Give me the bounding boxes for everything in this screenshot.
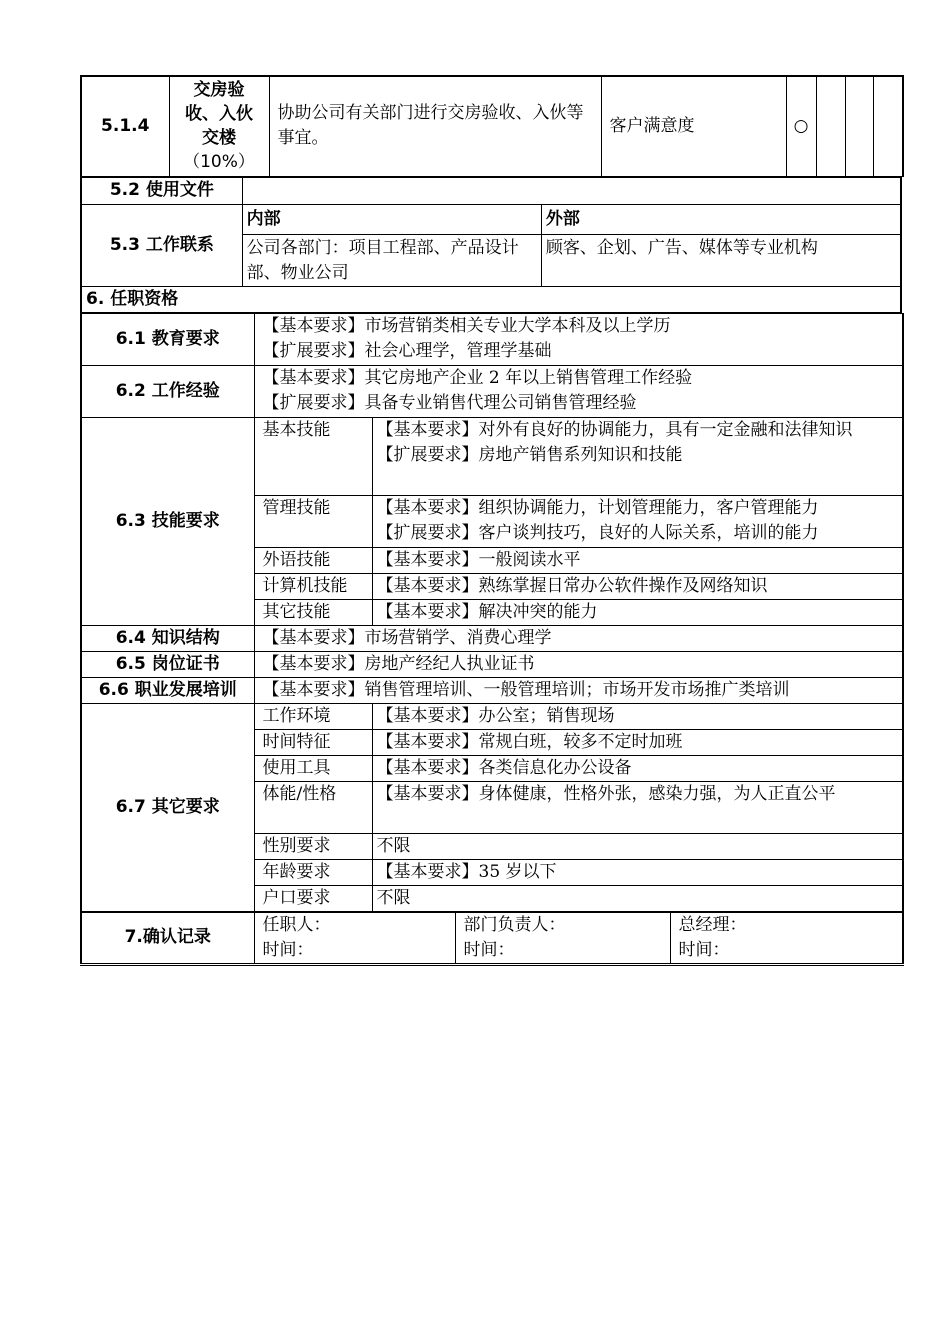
skill-name: 基本技能: [254, 417, 372, 495]
signature-time: 时间：: [262, 939, 314, 960]
requirement-line: 【基本要求】市场营销类相关专业大学本科及以上学历: [262, 316, 671, 336]
certificate-requirement: 【基本要求】房地产经纪人执业证书: [254, 651, 903, 677]
row-6-6: [81, 677, 903, 703]
other-name: 时间特征: [254, 729, 372, 755]
external-contacts: 顾客、企划、广告、媒体等专业机构: [541, 234, 901, 286]
other-requirement: 【基本要求】35 岁以下: [372, 859, 903, 885]
empty-cell: [873, 76, 903, 176]
skill-requirement: 【基本要求】组织协调能力，计划管理能力，客户管理能力 【扩展要求】客户谈判技巧，良好的人际关系，培训的能力: [372, 495, 903, 547]
education-label: 6.1 教育要求: [81, 313, 254, 365]
skill-requirement: 【基本要求】熟练掌握日常办公软件操作及网络知识: [372, 573, 903, 599]
confirmation-table: [80, 912, 904, 966]
row-5-3-headers: [81, 204, 901, 234]
other-name: 体能/性格: [254, 781, 372, 833]
other-row: [81, 703, 903, 729]
row-5-2: [81, 177, 901, 204]
training-label: 6.6 职业发展培训: [81, 677, 254, 703]
used-files-value: [242, 177, 901, 204]
signature-cell: [254, 912, 455, 964]
other-name: 使用工具: [254, 755, 372, 781]
education-requirements: [254, 313, 903, 365]
confirmation-label: 7.确认记录: [81, 912, 254, 964]
skill-row: [81, 417, 903, 495]
requirement-line: 【基本要求】其它房地产企业 2 年以上销售管理工作经验: [262, 368, 693, 388]
other-requirements-label: 6.7 其它要求: [81, 703, 254, 911]
duty-table: [80, 75, 904, 177]
duty-mark: ○: [786, 76, 816, 176]
certificate-label: 6.5 岗位证书: [81, 651, 254, 677]
signature-time: 时间：: [678, 939, 730, 960]
row-6-4: [81, 625, 903, 651]
work-contacts-label: 5.3 工作联系: [81, 204, 242, 286]
row-7: [81, 912, 903, 964]
row-5-1-4: [81, 76, 903, 176]
other-requirement: 【基本要求】办公室；销售现场: [372, 703, 903, 729]
skill-requirement: 【基本要求】一般阅读水平: [372, 547, 903, 573]
other-name: 年龄要求: [254, 859, 372, 885]
internal-contacts: 公司各部门：项目工程部、产品设计部、物业公司: [242, 234, 541, 286]
training-requirement: 【基本要求】销售管理培训、一般管理培训；市场开发市场推广类培训: [254, 677, 903, 703]
skill-name: 管理技能: [254, 495, 372, 547]
duty-metric: 客户满意度: [601, 76, 786, 176]
requirement-line: 【扩展要求】具备专业销售代理公司销售管理经验: [262, 393, 637, 413]
row-6: [81, 286, 901, 312]
skill-requirement: 【基本要求】对外有良好的协调能力，具有一定金融和法律知识 【扩展要求】房地产销售系列知识和技能: [372, 417, 903, 495]
knowledge-label: 6.4 知识结构: [81, 625, 254, 651]
requirement-line: 【扩展要求】社会心理学，管理学基础: [262, 341, 552, 361]
contact-table: [80, 177, 902, 313]
empty-cell: [845, 76, 873, 176]
other-name: 性别要求: [254, 833, 372, 859]
signature-cell: [670, 912, 903, 964]
row-6-1: [81, 313, 903, 365]
other-name: 工作环境: [254, 703, 372, 729]
skill-name: 计算机技能: [254, 573, 372, 599]
duty-code: 5.1.4: [81, 76, 169, 176]
internal-header: 内部: [242, 204, 541, 234]
signature-role: 任职人：: [262, 914, 331, 935]
signature-role: 部门负责人：: [463, 914, 566, 935]
used-files-label: 5.2 使用文件: [81, 177, 242, 204]
signature-cell: [455, 912, 670, 964]
duty-title-line: （10%）: [183, 152, 255, 173]
skills-label: 6.3 技能要求: [81, 417, 254, 625]
duty-title-line: 收、入伙: [185, 104, 253, 125]
duty-title-line: 交楼: [202, 128, 236, 149]
row-6-2: [81, 365, 903, 417]
job-description-page: [80, 75, 902, 966]
duty-title-line: 交房验: [193, 80, 245, 101]
duty-title: [169, 76, 269, 176]
empty-cell: [816, 76, 845, 176]
experience-label: 6.2 工作经验: [81, 365, 254, 417]
other-requirement: 【基本要求】常规白班，较多不定时加班: [372, 729, 903, 755]
signature-time: 时间：: [463, 939, 515, 960]
qualifications-table: [80, 313, 904, 912]
signature-role: 总经理：: [678, 914, 747, 935]
other-name: 户口要求: [254, 885, 372, 911]
other-requirement: 【基本要求】身体健康，性格外张，感染力强，为人正直公平: [372, 781, 903, 833]
skill-name: 其它技能: [254, 599, 372, 625]
other-requirement: 不限: [372, 833, 903, 859]
row-6-5: [81, 651, 903, 677]
other-requirement: 不限: [372, 885, 903, 911]
qualifications-section-title: 6. 任职资格: [81, 286, 901, 312]
skill-requirement: 【基本要求】解决冲突的能力: [372, 599, 903, 625]
duty-description: 协助公司有关部门进行交房验收、入伙等事宜。: [269, 76, 601, 176]
knowledge-requirement: 【基本要求】市场营销学、消费心理学: [254, 625, 903, 651]
other-requirement: 【基本要求】各类信息化办公设备: [372, 755, 903, 781]
external-header: 外部: [541, 204, 901, 234]
skill-name: 外语技能: [254, 547, 372, 573]
experience-requirements: [254, 365, 903, 417]
